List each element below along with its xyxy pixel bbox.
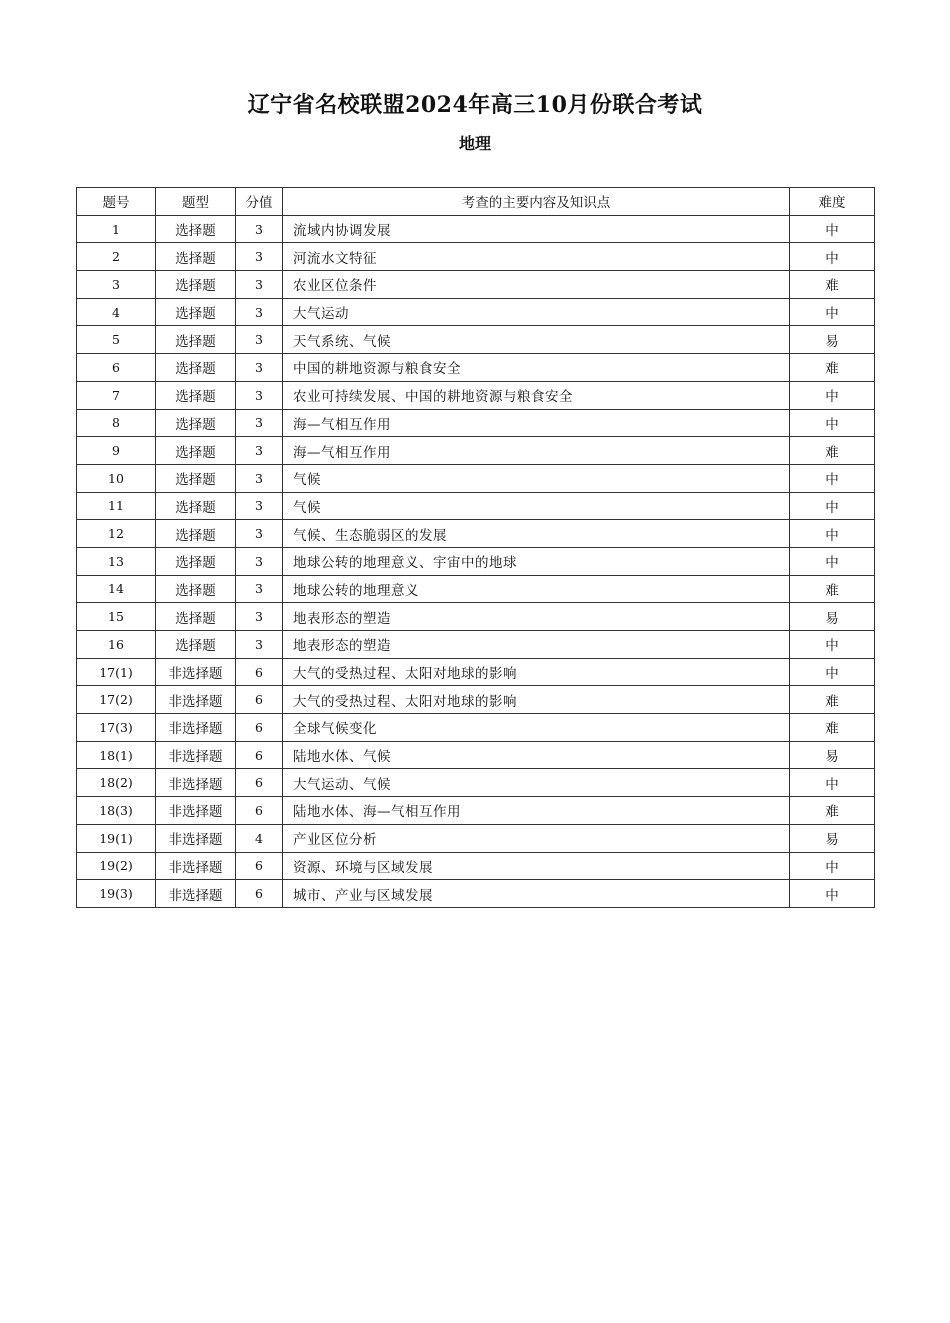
question-number-cell: 19(1) xyxy=(77,824,156,852)
score-cell: 3 xyxy=(236,547,283,575)
knowledge-point-cell: 大气的受热过程、太阳对地球的影响 xyxy=(283,686,790,714)
question-type-cell: 选择题 xyxy=(156,243,236,271)
question-number-cell: 12 xyxy=(77,520,156,548)
question-type-cell: 选择题 xyxy=(156,381,236,409)
table-row xyxy=(77,381,875,409)
score-cell: 3 xyxy=(236,298,283,326)
document-title: 辽宁省名校联盟2024年高三10月份联合考试 xyxy=(247,92,703,118)
header-difficulty: 难度 xyxy=(790,188,875,216)
question-number-cell: 19(3) xyxy=(77,880,156,908)
question-type-cell: 非选择题 xyxy=(156,741,236,769)
question-number-cell: 3 xyxy=(77,271,156,299)
table-body xyxy=(77,215,875,907)
score-cell: 6 xyxy=(236,714,283,742)
knowledge-point-cell: 气候 xyxy=(283,492,790,520)
table-row xyxy=(77,437,875,465)
question-number-cell: 17(3) xyxy=(77,714,156,742)
difficulty-cell: 中 xyxy=(790,631,875,659)
question-type-cell: 选择题 xyxy=(156,631,236,659)
knowledge-point-cell: 天气系统、气候 xyxy=(283,326,790,354)
score-cell: 3 xyxy=(236,215,283,243)
question-number-cell: 13 xyxy=(77,547,156,575)
difficulty-cell: 难 xyxy=(790,575,875,603)
question-number-cell: 18(3) xyxy=(77,797,156,825)
question-type-cell: 选择题 xyxy=(156,464,236,492)
score-cell: 3 xyxy=(236,271,283,299)
score-cell: 6 xyxy=(236,769,283,797)
score-cell: 3 xyxy=(236,326,283,354)
table-row xyxy=(77,852,875,880)
table-row xyxy=(77,714,875,742)
question-number-cell: 4 xyxy=(77,298,156,326)
question-number-cell: 1 xyxy=(77,215,156,243)
header-number: 题号 xyxy=(77,188,156,216)
knowledge-point-cell: 流域内协调发展 xyxy=(283,215,790,243)
difficulty-cell: 中 xyxy=(790,547,875,575)
table-row xyxy=(77,658,875,686)
table-row xyxy=(77,880,875,908)
question-number-cell: 19(2) xyxy=(77,852,156,880)
difficulty-cell: 中 xyxy=(790,243,875,271)
difficulty-cell: 难 xyxy=(790,271,875,299)
table-row xyxy=(77,631,875,659)
difficulty-cell: 易 xyxy=(790,741,875,769)
difficulty-cell: 难 xyxy=(790,437,875,465)
knowledge-point-cell: 城市、产业与区域发展 xyxy=(283,880,790,908)
table-row xyxy=(77,575,875,603)
difficulty-cell: 中 xyxy=(790,492,875,520)
question-type-cell: 非选择题 xyxy=(156,714,236,742)
score-cell: 3 xyxy=(236,492,283,520)
knowledge-point-cell: 河流水文特征 xyxy=(283,243,790,271)
question-type-cell: 选择题 xyxy=(156,271,236,299)
question-type-cell: 非选择题 xyxy=(156,686,236,714)
question-number-cell: 17(1) xyxy=(77,658,156,686)
header-content: 考查的主要内容及知识点 xyxy=(283,188,790,216)
table-row xyxy=(77,298,875,326)
difficulty-cell: 中 xyxy=(790,298,875,326)
table-row xyxy=(77,243,875,271)
table-row xyxy=(77,354,875,382)
table-row xyxy=(77,215,875,243)
knowledge-point-cell: 大气运动 xyxy=(283,298,790,326)
knowledge-point-cell: 农业区位条件 xyxy=(283,271,790,299)
knowledge-point-cell: 地表形态的塑造 xyxy=(283,603,790,631)
table-row xyxy=(77,797,875,825)
question-type-cell: 非选择题 xyxy=(156,880,236,908)
table-row xyxy=(77,520,875,548)
knowledge-point-cell: 海—气相互作用 xyxy=(283,437,790,465)
question-type-cell: 选择题 xyxy=(156,215,236,243)
score-cell: 6 xyxy=(236,686,283,714)
header-score: 分值 xyxy=(236,188,283,216)
knowledge-point-cell: 地球公转的地理意义 xyxy=(283,575,790,603)
question-number-cell: 11 xyxy=(77,492,156,520)
question-type-cell: 非选择题 xyxy=(156,658,236,686)
difficulty-cell: 中 xyxy=(790,769,875,797)
question-number-cell: 5 xyxy=(77,326,156,354)
difficulty-cell: 易 xyxy=(790,326,875,354)
difficulty-cell: 难 xyxy=(790,686,875,714)
question-type-cell: 选择题 xyxy=(156,298,236,326)
question-type-cell: 非选择题 xyxy=(156,824,236,852)
knowledge-point-cell: 全球气候变化 xyxy=(283,714,790,742)
difficulty-cell: 中 xyxy=(790,658,875,686)
difficulty-cell: 中 xyxy=(790,520,875,548)
score-cell: 6 xyxy=(236,658,283,686)
score-cell: 3 xyxy=(236,464,283,492)
question-number-cell: 8 xyxy=(77,409,156,437)
question-number-cell: 17(2) xyxy=(77,686,156,714)
table-header-row xyxy=(77,188,875,216)
score-cell: 3 xyxy=(236,243,283,271)
header-type: 题型 xyxy=(156,188,236,216)
knowledge-point-cell: 陆地水体、海—气相互作用 xyxy=(283,797,790,825)
knowledge-point-cell: 气候 xyxy=(283,464,790,492)
difficulty-cell: 中 xyxy=(790,880,875,908)
question-number-cell: 7 xyxy=(77,381,156,409)
table-row xyxy=(77,547,875,575)
question-type-cell: 非选择题 xyxy=(156,852,236,880)
knowledge-point-cell: 大气运动、气候 xyxy=(283,769,790,797)
knowledge-point-cell: 资源、环境与区域发展 xyxy=(283,852,790,880)
question-type-cell: 选择题 xyxy=(156,437,236,465)
difficulty-cell: 中 xyxy=(790,381,875,409)
table-row xyxy=(77,409,875,437)
question-type-cell: 选择题 xyxy=(156,520,236,548)
difficulty-cell: 中 xyxy=(790,852,875,880)
difficulty-cell: 难 xyxy=(790,797,875,825)
question-number-cell: 6 xyxy=(77,354,156,382)
question-number-cell: 18(2) xyxy=(77,769,156,797)
knowledge-point-cell: 陆地水体、气候 xyxy=(283,741,790,769)
difficulty-cell: 中 xyxy=(790,464,875,492)
question-type-cell: 选择题 xyxy=(156,326,236,354)
score-cell: 6 xyxy=(236,880,283,908)
knowledge-point-cell: 海—气相互作用 xyxy=(283,409,790,437)
knowledge-point-cell: 农业可持续发展、中国的耕地资源与粮食安全 xyxy=(283,381,790,409)
score-cell: 6 xyxy=(236,797,283,825)
question-number-cell: 2 xyxy=(77,243,156,271)
question-type-cell: 非选择题 xyxy=(156,797,236,825)
knowledge-point-cell: 气候、生态脆弱区的发展 xyxy=(283,520,790,548)
question-type-cell: 选择题 xyxy=(156,575,236,603)
score-cell: 3 xyxy=(236,631,283,659)
knowledge-point-cell: 中国的耕地资源与粮食安全 xyxy=(283,354,790,382)
document-subject: 地理 xyxy=(458,134,491,153)
score-cell: 6 xyxy=(236,852,283,880)
difficulty-cell: 中 xyxy=(790,409,875,437)
question-number-cell: 9 xyxy=(77,437,156,465)
score-cell: 3 xyxy=(236,354,283,382)
question-type-cell: 非选择题 xyxy=(156,769,236,797)
difficulty-cell: 中 xyxy=(790,215,875,243)
exam-analysis-table xyxy=(76,187,875,908)
score-cell: 3 xyxy=(236,575,283,603)
table-row xyxy=(77,686,875,714)
table-row xyxy=(77,326,875,354)
difficulty-cell: 易 xyxy=(790,824,875,852)
question-type-cell: 选择题 xyxy=(156,547,236,575)
table-row xyxy=(77,769,875,797)
question-number-cell: 16 xyxy=(77,631,156,659)
score-cell: 4 xyxy=(236,824,283,852)
table-row xyxy=(77,271,875,299)
knowledge-point-cell: 地表形态的塑造 xyxy=(283,631,790,659)
question-type-cell: 选择题 xyxy=(156,409,236,437)
table-row xyxy=(77,464,875,492)
table-row xyxy=(77,492,875,520)
question-type-cell: 选择题 xyxy=(156,492,236,520)
score-cell: 3 xyxy=(236,381,283,409)
score-cell: 3 xyxy=(236,603,283,631)
question-type-cell: 选择题 xyxy=(156,354,236,382)
knowledge-point-cell: 产业区位分析 xyxy=(283,824,790,852)
question-number-cell: 14 xyxy=(77,575,156,603)
table-row xyxy=(77,741,875,769)
question-type-cell: 选择题 xyxy=(156,603,236,631)
table-row xyxy=(77,824,875,852)
knowledge-point-cell: 地球公转的地理意义、宇宙中的地球 xyxy=(283,547,790,575)
question-number-cell: 18(1) xyxy=(77,741,156,769)
question-number-cell: 15 xyxy=(77,603,156,631)
difficulty-cell: 难 xyxy=(790,714,875,742)
question-number-cell: 10 xyxy=(77,464,156,492)
score-cell: 3 xyxy=(236,409,283,437)
knowledge-point-cell: 大气的受热过程、太阳对地球的影响 xyxy=(283,658,790,686)
difficulty-cell: 难 xyxy=(790,354,875,382)
score-cell: 3 xyxy=(236,520,283,548)
difficulty-cell: 易 xyxy=(790,603,875,631)
table-row xyxy=(77,603,875,631)
score-cell: 6 xyxy=(236,741,283,769)
score-cell: 3 xyxy=(236,437,283,465)
